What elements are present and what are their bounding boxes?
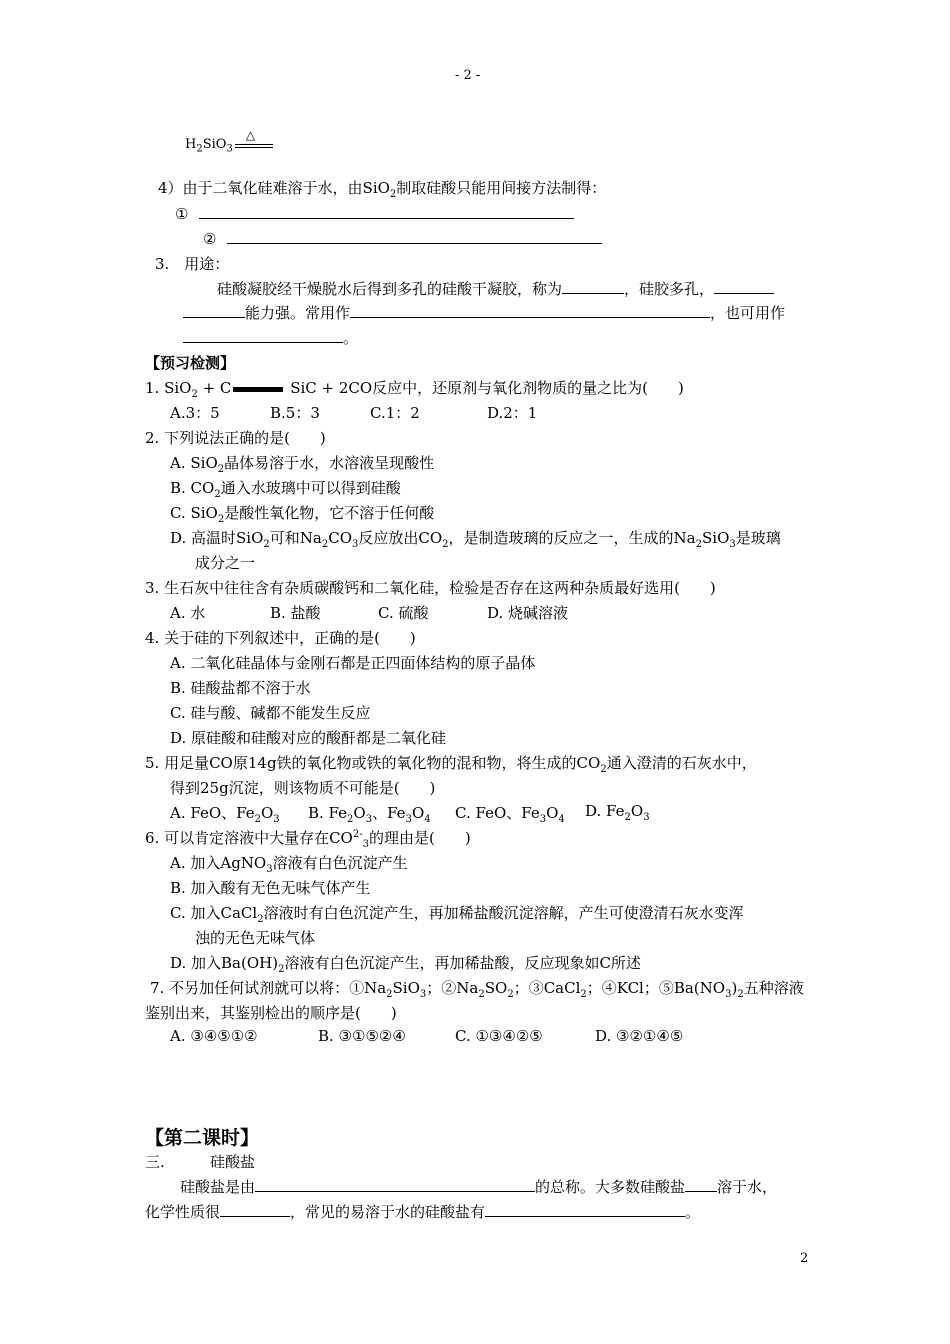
use-line-1: 硅酸凝胶经干燥脱水后得到多孔的硅酸干凝胶，称为 ，硅胶多孔，	[217, 278, 774, 299]
q6-option-c-cont: 浊的无色无味气体	[195, 929, 316, 947]
section3-number: 三.	[145, 1153, 165, 1171]
q2-option-d-cont: 成分之一	[195, 554, 256, 572]
q4-stem: 4. 关于硅的下列叙述中，正确的是( )	[145, 629, 416, 647]
q2-option-c: C. SiO$_2$是酸性氧化物，它不溶于任何酸	[170, 504, 435, 525]
q7-option-d: D. ③②①④⑤	[595, 1027, 684, 1045]
q3-option-d: D. 烧碱溶液	[487, 604, 569, 622]
q6-option-a: A. 加入AgNO$_3$溶液有白色沉淀产生	[170, 854, 408, 875]
blank-use-5[interactable]	[183, 328, 343, 343]
use-line-2: 能力强。常用作 ，也可用作	[183, 302, 785, 323]
blank-silicate-1[interactable]	[255, 1177, 535, 1192]
blank2-label: ②	[203, 230, 217, 248]
section3-title: 硅酸盐	[210, 1153, 256, 1171]
q4-option-d: D. 原硅酸和硅酸对应的酸酐都是二氧化硅	[170, 729, 447, 747]
blank-use-2[interactable]	[714, 279, 774, 294]
q6-option-c: C. 加入CaCl$_2$溶液时有白色沉淀产生，再加稀盐酸沉淀溶解，产生可使澄清石灰水变浑	[170, 904, 744, 925]
page-number: 2	[800, 1251, 809, 1266]
q4-option-c: C. 硅与酸、碱都不能发生反应	[170, 704, 371, 722]
blank-line-2[interactable]	[203, 229, 602, 248]
q7-option-c: C. ①③④②⑤	[455, 1027, 543, 1045]
item4-text: 4）由于二氧化硅难溶于水，由SiO$_2$制取硅酸只能用间接方法制得：	[158, 179, 607, 200]
q5-option-c: C. FeO、$Fe_3O_4$	[455, 804, 565, 825]
blank-use-3[interactable]	[183, 303, 245, 318]
blank-use-4[interactable]	[350, 303, 710, 318]
q7-stem-cont: 鉴别出来，其鉴别检出的顺序是( )	[145, 1004, 397, 1022]
q1-option-a: A.3：5	[170, 404, 220, 422]
q7-stem: 7. 不另加任何试剂就可以将：$①Na_2SiO_3$；$②Na_2SO_2$；③CaCl$_2$；④KCl；$⑤Ba(NO_3)_2$五种溶液	[150, 979, 804, 1000]
q2-option-b: B. $CO_2$通入水玻璃中可以得到硅酸	[170, 479, 401, 500]
q3-stem: 3. 生石灰中往往含有杂质碳酸钙和二氧化硅，检验是否存在这两种杂质最好选用( )	[145, 579, 716, 597]
silicate-line-2: 化学性质很 ，常见的易溶于水的硅酸盐有 。	[145, 1203, 701, 1221]
q1-option-d: D.2：1	[487, 404, 538, 422]
q7-option-a: A. ③④⑤①②	[170, 1027, 258, 1045]
q4-option-a: A. 二氧化硅晶体与金刚石都是正四面体结构的原子晶体	[170, 654, 536, 672]
q5-stem-cont: 得到25g沉淀，则该物质不可能是( )	[170, 779, 436, 797]
q5-option-a: A. FeO、$Fe_2O_3$	[170, 804, 280, 825]
q3-option-b: B. 盐酸	[270, 604, 321, 622]
use-line-3: 。	[183, 327, 358, 348]
reaction-bar	[233, 387, 283, 392]
q6-option-d: D. 加入$Ba(OH)_2$溶液有白色沉淀产生，再加稀盐酸，反应现象如C所述	[170, 954, 641, 975]
blank1-label: ①	[175, 205, 189, 223]
h2sio3-equation: $H_2SiO_3$ △	[185, 136, 273, 155]
q2-stem: 2. 下列说法正确的是( )	[145, 429, 326, 447]
blank-line-1[interactable]	[175, 204, 574, 223]
q2-option-a: A. SiO$_2$晶体易溶于水，水溶液呈现酸性	[170, 454, 435, 475]
q6-option-b: B. 加入酸有无色无味气体产生	[170, 879, 371, 897]
q1-option-c: C.1：2	[370, 404, 420, 422]
q5-stem: 5. 用足量CO原14g铁的氧化物或铁的氧化物的混和物，将生成的$CO_2$通入澄清的石灰水中，	[145, 754, 757, 775]
blank-silicate-4[interactable]	[485, 1202, 685, 1217]
page-header-label: - 2 -	[455, 68, 481, 83]
blank-silicate-2[interactable]	[685, 1177, 717, 1192]
heat-symbol: △	[245, 128, 256, 142]
lesson2-heading: 【第二课时】	[145, 1127, 260, 1149]
heat-condition-line	[235, 128, 273, 148]
q3-option-a: A. 水	[170, 604, 206, 622]
silicate-line-1: 硅酸盐是由 的总称。大多数硅酸盐 溶于水，	[180, 1178, 778, 1196]
q1-option-b: B.5：3	[270, 404, 320, 422]
q6-stem: 6. 可以肯定溶液中大量存在$CO^{2-}_3$的理由是( )	[145, 829, 471, 850]
q5-option-b: B. $Fe_2O_3$、$Fe_3O_4$	[308, 804, 431, 825]
q1-stem: 1. SiO$_2$ + C SiC + 2CO反应中，还原剂与氧化剂物质的量之比为( )	[145, 379, 684, 400]
q4-option-b: B. 硅酸盐都不溶于水	[170, 679, 311, 697]
preview-heading: 【预习检测】	[145, 354, 236, 372]
q3-option-c: C. 硫酸	[378, 604, 429, 622]
use-heading: 3. 用途：	[155, 255, 230, 273]
blank-silicate-3[interactable]	[220, 1202, 290, 1217]
blank-use-1[interactable]	[562, 279, 624, 294]
q5-option-d: D. $Fe_2O_3$	[585, 802, 650, 823]
q2-option-d: D. 高温时SiO$_2$可和$Na_2CO_3$反应放出$CO_2$，是制造玻璃的反应之一，生成的$Na_2SiO_3$是玻璃	[170, 529, 781, 550]
q7-option-b: B. ③①⑤②④	[318, 1027, 406, 1045]
